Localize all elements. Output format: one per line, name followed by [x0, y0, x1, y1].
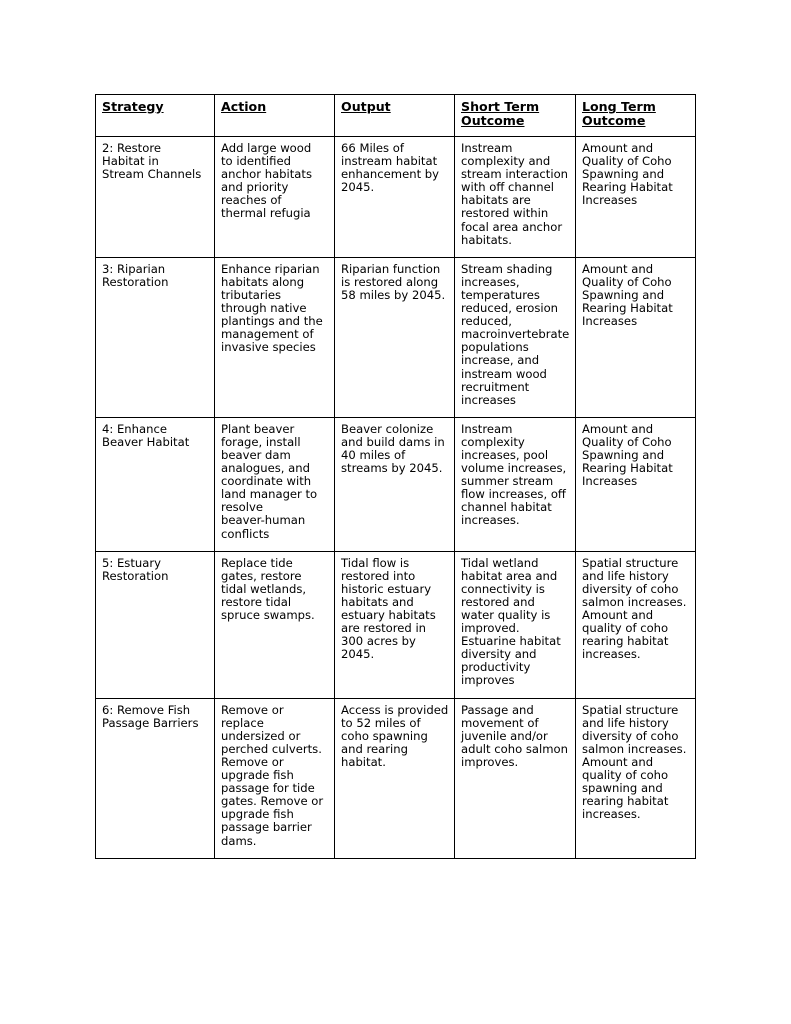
cell-strategy: 6: Remove Fish Passage Barriers	[96, 698, 215, 858]
cell-short-term-outcome: Stream shading increases, temperatures reduced, erosion reduced, macroinvertebrate populations increase, and instream wood recruitment increases	[455, 257, 576, 417]
table-row	[96, 698, 696, 858]
cell-action: Remove or replace undersized or perched culverts. Remove or upgrade fish passage for tide gates. Remove or upgrade fish passage barrier dams.	[215, 698, 335, 858]
cell-short-term-outcome: Tidal wetland habitat area and connectivity is restored and water quality is improved. Estuarine habitat diversity and productivity improves	[455, 551, 576, 698]
cell-action: Enhance riparian habitats along tributaries through native plantings and the management of invasive species	[215, 257, 335, 417]
cell-output: Beaver colonize and build dams in 40 miles of streams by 2045.	[335, 417, 455, 551]
cell-action: Replace tide gates, restore tidal wetlands, restore tidal spruce swamps.	[215, 551, 335, 698]
cell-strategy: 4: Enhance Beaver Habitat	[96, 417, 215, 551]
cell-strategy: 3: Riparian Restoration	[96, 257, 215, 417]
strategy-table	[95, 94, 696, 859]
header-action: Action	[215, 95, 335, 137]
cell-output: Access is provided to 52 miles of coho spawning and rearing habitat.	[335, 698, 455, 858]
table-header-row	[96, 95, 696, 137]
cell-long-term-outcome: Amount and Quality of Coho Spawning and Rearing Habitat Increases	[576, 417, 696, 551]
cell-action: Add large wood to identified anchor habitats and priority reaches of thermal refugia	[215, 137, 335, 258]
header-long-term-outcome: Long Term Outcome	[576, 95, 696, 137]
cell-output: Riparian function is restored along 58 miles by 2045.	[335, 257, 455, 417]
cell-short-term-outcome: Passage and movement of juvenile and/or adult coho salmon improves.	[455, 698, 576, 858]
cell-long-term-outcome: Spatial structure and life history diversity of coho salmon increases. Amount and quality of coho rearing habitat increases.	[576, 551, 696, 698]
cell-long-term-outcome: Amount and Quality of Coho Spawning and Rearing Habitat Increases	[576, 257, 696, 417]
cell-action: Plant beaver forage, install beaver dam analogues, and coordinate with land manager to resolve beaver-human conflicts	[215, 417, 335, 551]
header-strategy: Strategy	[96, 95, 215, 137]
cell-short-term-outcome: Instream complexity increases, pool volume increases, summer stream flow increases, off channel habitat increases.	[455, 417, 576, 551]
cell-output: 66 Miles of instream habitat enhancement by 2045.	[335, 137, 455, 258]
header-output: Output	[335, 95, 455, 137]
cell-long-term-outcome: Amount and Quality of Coho Spawning and Rearing Habitat Increases	[576, 137, 696, 258]
cell-long-term-outcome: Spatial structure and life history diversity of coho salmon increases. Amount and quality of coho spawning and rearing habitat increases.	[576, 698, 696, 858]
table-row	[96, 551, 696, 698]
table-row	[96, 137, 696, 258]
cell-strategy: 5: Estuary Restoration	[96, 551, 215, 698]
cell-short-term-outcome: Instream complexity and stream interaction with off channel habitats are restored within focal area anchor habitats.	[455, 137, 576, 258]
table-row	[96, 417, 696, 551]
header-short-term-outcome: Short Term Outcome	[455, 95, 576, 137]
table-row	[96, 257, 696, 417]
cell-strategy: 2: Restore Habitat in Stream Channels	[96, 137, 215, 258]
cell-output: Tidal flow is restored into historic estuary habitats and estuary habitats are restored in 300 acres by 2045.	[335, 551, 455, 698]
